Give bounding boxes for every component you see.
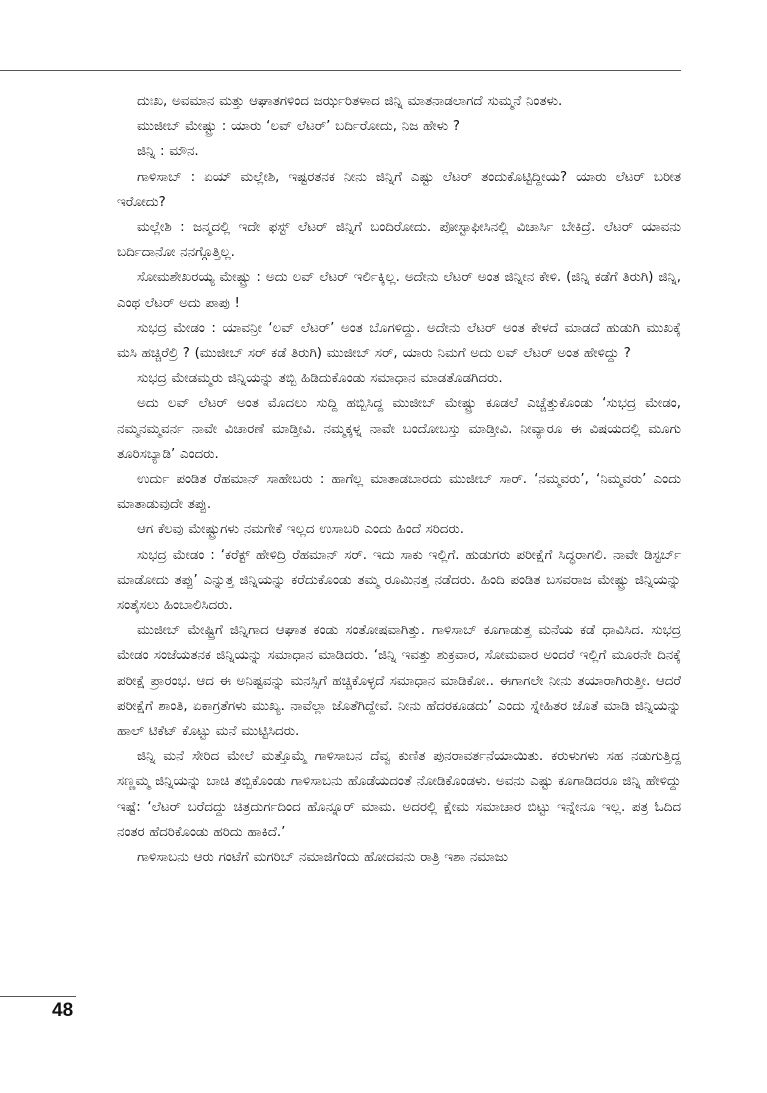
paragraph: ಮುಜೀಬ್ ಮೇಷ್ಟ್ರಿಗೆ ಜಿನ್ನಿಗಾದ ಆಘಾತ ಕಂಡು ಸಂತೋಷವಾಗಿತ್ತು. ಗಾಳಿಸಾಬ್ ಕೂಗಾಡುತ್ತ ಮನೆಯ ಕಡೆ ಧಾವಿಸಿದ. ಸುಭದ್ರ ಮೇಡಂ ಸಂಜೆಯತನಕ ಜಿನ್ನಿಯನ್ನು ಸಮಾಧಾನ ಮಾಡಿದರು. ‘ಜಿನ್ನಿ ಇವತ್ತು ಶುಕ್ರವಾರ, ಸೋಮವಾರ ಅಂದರೆ ಇಲ್ಲಿಗೆ ಮೂರನೇ ದಿನಕ್ಕೆ ಪರೀಕ್ಷೆ ಪ್ರಾರಂಭ. ಆದ ಈ ಅನಿಷ್ಟವನ್ನು ಮನಸ್ಸಿಗೆ ಹಚ್ಚಿಕೊಳ್ಳದೆ ಸಮಾಧಾನ ಮಾಡಿಕೋ.. ಈಗಾಗಲೇ ನೀನು ತಯಾರಾಗಿರುತ್ತೀ. ಆದರೆ ಪರೀಕ್ಷೆಗೆ ಶಾಂತಿ, ಏಕಾಗ್ರತೆಗಳು ಮುಖ್ಯ. ನಾವೆಲ್ಲಾ ಜೊತೆಗಿದ್ದೇವೆ. ನೀನು ಹೆದರಕೂಡದು’ ಎಂದು ಸ್ನೇಹಿತರ ಜೊತೆ ಮಾಡಿ ಜಿನ್ನಿಯನ್ನು ಹಾಲ್ ಟಿಕೆಟ್ ಕೊಟ್ಟು ಮನೆ ಮುಟ್ಟಿಸಿದರು. xyxy=(117,623,681,740)
paragraph: ಸುಭದ್ರ ಮೇಡಂ : ಯಾವನ್ರೀ ‘ಲವ್ ಲೆಟರ್’ ಅಂತ ಬೊಗಳಿದ್ದು. ಅದೇನು ಲೆಟರ್ ಅಂತ ಕೇಳದೆ ಮಾಡದೆ ಹುಡುಗಿ ಮುಖಕ್ಕೆ ಮಸಿ ಹಚ್ಚಿರೆಲ್ರಿ ? (ಮುಜೀಬ್ ಸರ್ ಕಡೆ ತಿರುಗಿ) ಮುಜೀಬ್ ಸರ್, ಯಾರು ನಿಮಗೆ ಅದು ಲವ್ ಲೆಟರ್ ಅಂತ ಹೇಳಿದ್ದು ? xyxy=(117,320,681,362)
paragraph: ದುಃಖ, ಅವಮಾನ ಮತ್ತು ಆಘಾತಗಳಿಂದ ಜರ್ಝರಿತಳಾದ ಜಿನ್ನಿ ಮಾತನಾಡಲಾಗದೆ ಸುಮ್ಮನೆ ನಿಂತಳು. xyxy=(137,94,563,109)
header-rule xyxy=(0,70,681,71)
paragraph: ಉರ್ದು ಪಂಡಿತ ರೆಹಮಾನ್ ಸಾಹೇಬರು : ಹಾಗೆಲ್ಲ ಮಾತಾಡಬಾರದು ಮುಜೀಬ್ ಸಾರ್. ‘ನಮ್ಮವರು’, ‘ನಿಮ್ಮವರು’ ಎಂದು ಮಾತಾಡುವುದೇ ತಪ್ಪು. xyxy=(117,472,681,513)
paragraph: ಸೋಮಶೇಖರಯ್ಯ ಮೇಷ್ಟ್ರು : ಅದು ಲವ್ ಲೆಟರ್ ಇರ್ಲಿಕ್ಕಿಲ್ಲ. ಅದೇನು ಲೆಟರ್ ಅಂತ ಜಿನ್ನೀನ ಕೇಳಿ. (ಜಿನ್ನಿ ಕಡೆಗೆ ತಿರುಗಿ) ಜಿನ್ನಿ, ಎಂಥ ಲೆಟರ್ ಅದು ಪಾಪು ! xyxy=(117,270,681,311)
paragraph: ಮಲ್ಲೇಶಿ : ಜನ್ಮದಲ್ಲಿ ಇದೇ ಫಸ್ಟ್ ಲೆಟರ್ ಜಿನ್ನಿಗೆ ಬಂದಿರೋದು. ಪೋಸ್ಟಾಫೀಸಿನಲ್ಲಿ ವಿಚಾರ್ಸಿ ಬೇಕಿದ್ರೆ. ಲೆಟರ್ ಯಾವನು ಬರ್ದಿದಾನೋ ನನಗ್ಗೊತ್ತಿಲ್ಲ. xyxy=(117,220,681,261)
paragraph: ಗಾಳಿಸಾಬನು ಆರು ಗಂಟೆಗೆ ಮಗರಿಬ್ ನಮಾಜಿಗೆಂದು ಹೋದವನು ರಾತ್ರಿ ಇಶಾ ನಮಾಜು xyxy=(137,850,508,866)
body-text xyxy=(117,89,681,870)
paragraph: ಗಾಳಿಸಾಬ್ : ಏಯ್ ಮಲ್ಲೇಶಿ, ಇಷ್ಟರತನಕ ನೀನು ಜಿನ್ನಿಗೆ ಎಷ್ಟು ಲೆಟರ್ ತಂದುಕೊಟ್ಟಿದ್ದೀಯ? ಯಾರು ಲೆಟರ್ ಬರೀತ ಇರೋದು? xyxy=(117,169,681,210)
paragraph: ಜಿನ್ನಿ : ಮೌನ. xyxy=(137,144,199,160)
paragraph: ಸುಭದ್ರ ಮೇಡಂ : ‘ಕರೆಕ್ಟ್ ಹೇಳಿದ್ರಿ ರೆಹಮಾನ್ ಸರ್. ಇದು ಸಾಕು ಇಲ್ಲಿಗೆ. ಹುಡುಗರು ಪರೀಕ್ಷೆಗೆ ಸಿದ್ಧರಾಗಲಿ. ನಾವೇ ಡಿಸ್ಟರ್ಬ್ ಮಾಡೋದು ತಪ್ಪು’ ಎನ್ನುತ್ತ ಜಿನ್ನಿಯನ್ನು ಕರೆದುಕೊಂಡು ತಮ್ಮ ರೂಮಿನತ್ತ ನಡೆದರು. ಹಿಂದಿ ಪಂಡಿತ ಬಸವರಾಜ ಮೇಷ್ಟ್ರು ಜಿನ್ನಿಯನ್ನು ಸಂತೈಸಲು ಹಿಂಬಾಲಿಸಿದರು. xyxy=(117,547,681,614)
paragraph: ಜಿನ್ನಿ ಮನೆ ಸೇರಿದ ಮೇಲೆ ಮತ್ತೊಮ್ಮೆ ಗಾಳಿಸಾಬನ ದೆವ್ವ ಕುಣಿತ ಪುನರಾವರ್ತನೆಯಾಯಿತು. ಕರುಳುಗಳು ಸಹ ನಡುಗುತ್ತಿದ್ದ ಸಣ್ಣಮ್ಮ ಜಿನ್ನಿಯನ್ನು ಬಾಚಿ ತಬ್ಬಿಕೊಂಡು ಗಾಳಿಸಾಬನು ಹೊಡೆಯದಂತೆ ನೋಡಿಕೊಂಡಳು. ಅವನು ಎಷ್ಟು ಕೂಗಾಡಿದರೂ ಜಿನ್ನಿ ಹೇಳಿದ್ದು ಇಷ್ಟೆ: ‘ಲೆಟರ್ ಬರೆದದ್ದು ಚಿತ್ರದುರ್ಗದಿಂದ ಹೊನ್ನೂರ್ ಮಾಮ. ಅದರಲ್ಲಿ ಕ್ಷೇಮ ಸಮಾಚಾರ ಬಿಟ್ಟು ಇನ್ನೇನೂ ಇಲ್ಲ. ಪತ್ರ ಓದಿದ ನಂತರ ಹೆದರಿಕೊಂಡು ಹರಿದು ಹಾಕಿದೆ.’ xyxy=(117,749,681,840)
paragraph: ಸುಭದ್ರ ಮೇಡಮ್ಮರು ಜಿನ್ನಿಯನ್ನು ತಬ್ಬಿ ಹಿಡಿದುಕೊಂಡು ಸಮಾಧಾನ ಮಾಡತೊಡಗಿದರು. xyxy=(137,371,503,387)
page-number: 48 xyxy=(52,1000,74,1021)
paragraph: ಮುಜೀಬ್ ಮೇಷ್ಟ್ರು : ಯಾರು ‘ಲವ್ ಲೆಟರ್’ ಬರ್ದಿರೋದು, ನಿಜ ಹೇಳು ? xyxy=(137,119,461,135)
paragraph: ಅದು ಲವ್ ಲೆಟರ್ ಅಂತ ಮೊದಲು ಸುದ್ದಿ ಹಬ್ಬಿಸಿದ್ದ ಮುಜೀಬ್ ಮೇಷ್ಟ್ರು ಕೂಡಲೆ ಎಚ್ಚೆತ್ತುಕೊಂಡು ‘ಸುಭದ್ರ ಮೇಡಂ, ನಮ್ಮನಮ್ಮವರ್ನ ನಾವೇ ವಿಚಾರಣೆ ಮಾಡ್ತೀವಿ. ನಮ್ಮಕ್ಕಳ್ನ ನಾವೇ ಬಂದೋಬಸ್ತು ಮಾಡ್ತೀವಿ. ನೀವ್ಯಾರೂ ಈ ವಿಷಯದಲ್ಲಿ ಮೂಗು ತೂರಿಸಬ್ಯಾಡಿ’ ಎಂದರು. xyxy=(117,396,681,462)
paragraph: ಆಗ ಕೆಲವು ಮೇಷ್ಟ್ರುಗಳು ನಮಗೇಕೆ ಇಲ್ಲದ ಉಸಾಬರಿ ಎಂದು ಹಿಂದೆ ಸರಿದರು. xyxy=(137,522,465,538)
footer-rule xyxy=(0,996,76,997)
